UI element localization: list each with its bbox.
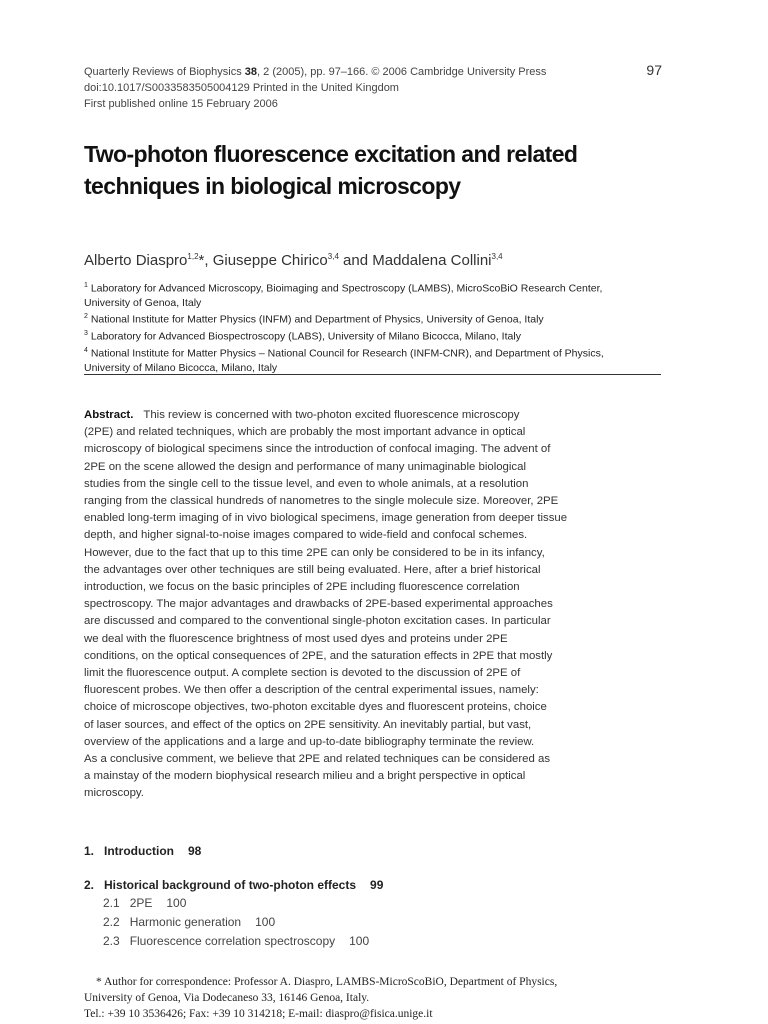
abstract-line: of laser sources, and effect of the optics on 2PE sensitivity. An inevitably partial, but vast, — [84, 718, 532, 731]
corresponding-author-mark: * — [198, 252, 205, 269]
abstract-line: overview of the applications and a large and up-to-date bibliography terminate the review. — [84, 735, 535, 748]
affiliation-item: $^3$ Laboratory for Advanced Biospectroscopy (LABS), University of Milano Bicocca, Milano, Italy — [84, 330, 521, 343]
correspondence-footnote — [84, 974, 664, 1022]
abstract-line: However, due to the fact that up to this time 2PE can only be considered to be in its infancy, — [84, 546, 545, 559]
abstract-line: fluorescent probes. We then offer a description of the central experimental issues, namely: — [84, 684, 539, 697]
toc-section[interactable]: 2. Historical background of two-photon effects 99 — [84, 878, 384, 892]
title-line-2: techniques in biological microscopy — [84, 173, 461, 199]
title-line-1: Two-photon fluorescence excitation and related — [84, 141, 578, 167]
abstract-line: the advantages over other techniques are still being evaluated. Here, after a brief historical — [84, 563, 541, 576]
footnote-line: Tel.: +39 10 3536426; Fax: +39 10 314218; E-mail: diaspro@fisica.unige.it — [84, 1008, 433, 1020]
paper-title — [84, 138, 664, 202]
abstract-line: introduction, we focus on the basic principles of 2PE including fluorescence correlation — [84, 581, 520, 594]
author-list — [84, 252, 684, 269]
affiliations — [84, 279, 664, 375]
doi-line: doi:10.1017/S0033583505004129 Printed in the United Kingdom — [84, 82, 399, 94]
affiliation-item: $^1$ Laboratory for Advanced Microscopy, Bioimaging and Spectroscopy (LAMBS), MicroScoBiO Research Center, — [84, 282, 603, 295]
abstract-line: spectroscopy. The major advantages and drawbacks of 2PE-based experimental approaches — [84, 598, 553, 611]
author-affiliation-mark: 3,4 — [491, 252, 503, 261]
affiliation-item: $^2$ National Institute for Matter Physics (INFM) and Department of Physics, University of Genoa, Italy — [84, 313, 544, 326]
footnote-line: * Author for correspondence: Professor A. Diaspro, LAMBS-MicroScoBiO, Department of Physics, — [96, 976, 558, 988]
abstract-line: Abstract. This review is concerned with two-photon excited fluorescence microscopy — [84, 409, 520, 421]
author-affiliation-mark: 1,2 — [187, 252, 199, 261]
abstract-line: microscopy. — [84, 787, 144, 800]
affiliation-item-cont: University of Milano Bicocca, Milano, Italy — [84, 362, 278, 375]
abstract-line: depth, and higher signal-to-noise images compared to wide-field and confocal schemes. — [84, 529, 528, 542]
author-affiliation-mark: 3,4 — [327, 252, 339, 261]
journal-issue-info: , 2 (2005), pp. 97–166. © 2006 Cambridge University Press — [257, 66, 547, 78]
affiliation-item-cont: University of Genoa, Italy — [84, 296, 202, 309]
author-name: Alberto Diaspro — [84, 252, 188, 269]
abstract-line: a mainstay of the modern biophysical research milieu and a bright perspective in optical — [84, 770, 526, 783]
abstract-line: conditions, on the optical consequences of 2PE, and the saturation effects in 2PE that mostly — [84, 649, 553, 662]
abstract-line: (2PE) and related techniques, which are probably the most important advance in optical — [84, 426, 526, 439]
author-name: and Maddalena Collini — [338, 252, 492, 269]
published-line: First published online 15 February 2006 — [84, 98, 278, 110]
journal-volume: 38 — [244, 66, 258, 78]
affiliation-item: $^4$ National Institute for Matter Physics – National Council for Research (INFM-CNR), and Department of Physics, — [84, 347, 604, 360]
toc-section[interactable]: 1. Introduction 98 — [84, 844, 202, 858]
abstract-line: choice of microscope objectives, two-photon excitable dyes and fluorescent proteins, choice — [84, 701, 547, 714]
toc-subsection[interactable]: 2.1 2PE 100 — [103, 896, 187, 910]
abstract-line: limit the fluorescence output. A complete section is devoted to the discussion of 2PE of — [84, 667, 521, 680]
abstract-line: 2PE on the scene allowed the design and performance of many unimaginable biological — [84, 460, 526, 473]
journal-citation-line — [84, 64, 664, 80]
table-of-contents — [84, 842, 664, 951]
journal-header — [84, 64, 664, 112]
abstract-line: microscopy of biological specimens since the introduction of confocal imaging. The advent of — [84, 443, 551, 456]
page-number: 97 — [646, 62, 662, 78]
abstract-label: Abstract. — [84, 409, 134, 421]
abstract-line: are discussed and compared to the conventional single-photon excitation cases. In particular — [84, 615, 551, 628]
toc-subsection[interactable]: 2.2 Harmonic generation 100 — [103, 915, 276, 929]
journal-name: Quarterly Reviews of Biophysics — [84, 66, 245, 78]
abstract — [84, 407, 612, 803]
abstract-line: we deal with the fluorescence brightness of most used dyes and proteins under 2PE — [84, 632, 508, 645]
section-divider — [84, 374, 661, 375]
author-name: , Giuseppe Chirico — [204, 252, 328, 269]
abstract-line: As a conclusive comment, we believe that 2PE and related techniques can be considered as — [84, 753, 551, 766]
toc-subsection[interactable]: 2.3 Fluorescence correlation spectroscopy 100 — [103, 934, 370, 948]
footnote-line: University of Genoa, Via Dodecaneso 33, 16146 Genoa, Italy. — [84, 992, 370, 1004]
abstract-line: studies from the single cell to the tissue level, and even to whole animals, at a resolution — [84, 477, 529, 490]
abstract-line: enabled long-term imaging of in vivo biological specimens, image generation from deeper tissue — [84, 512, 568, 525]
abstract-line: ranging from the classical hundreds of nanometres to the single molecule size. Moreover, 2PE — [84, 495, 559, 508]
